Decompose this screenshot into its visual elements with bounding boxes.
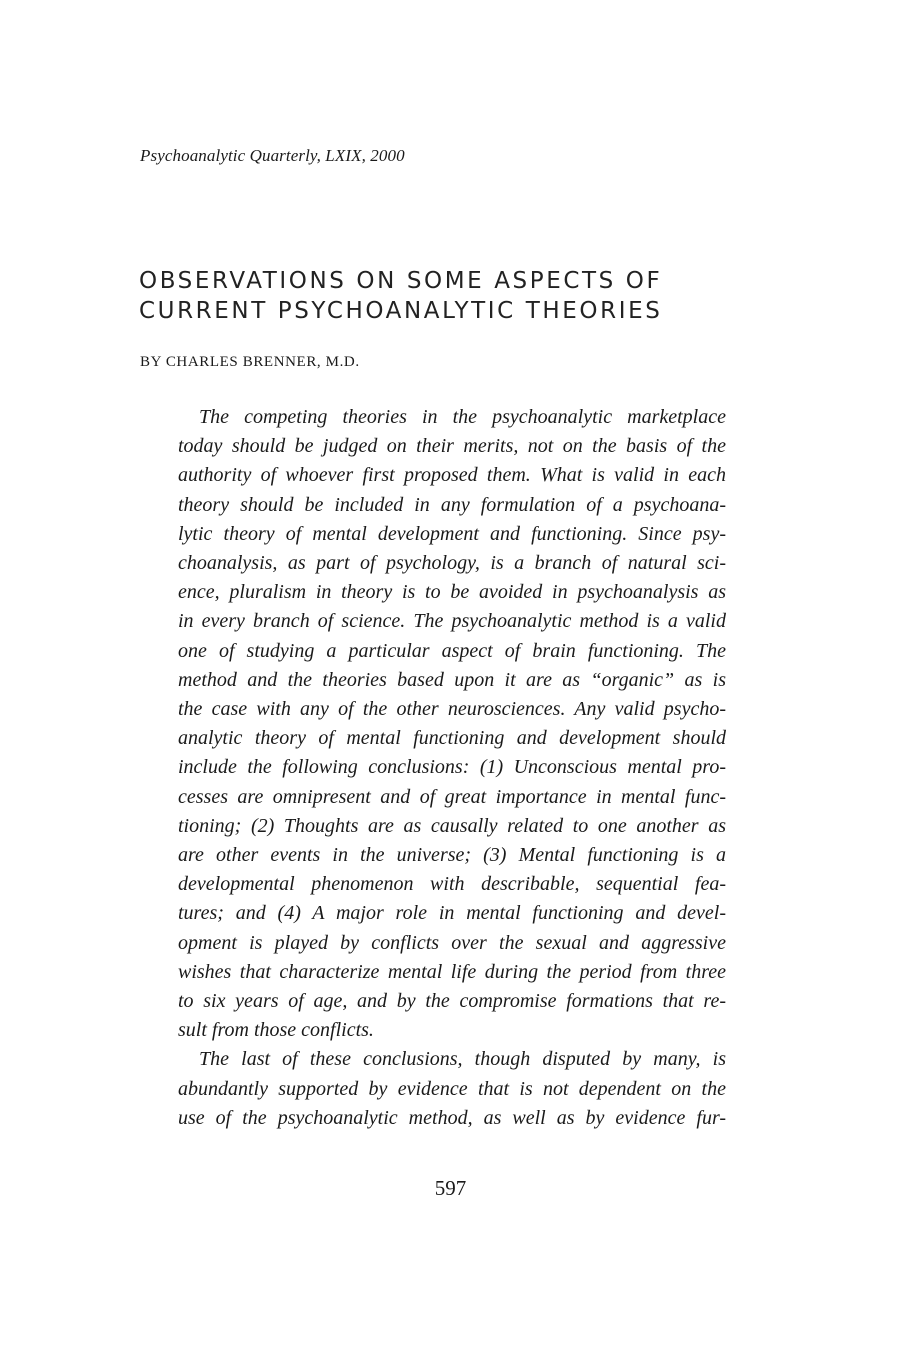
- abstract-line: tures; and (4) A major role in mental functioning and devel-: [178, 902, 726, 925]
- abstract-line: tioning; (2) Thoughts are as causally related to one another as: [178, 814, 726, 837]
- abstract-line: wishes that characterize mental life during the period from three: [178, 960, 726, 983]
- page-number: 597: [434, 1176, 467, 1200]
- article-title: [139, 266, 779, 326]
- abstract-line: theory should be included in any formulation of a psychoana-: [178, 493, 726, 516]
- abstract-line: today should be judged on their merits, not on the basis of the: [178, 435, 726, 458]
- abstract-line: use of the psychoanalytic method, as well as by evidence fur-: [178, 1106, 726, 1129]
- abstract-line: The competing theories in the psychoanalytic marketplace: [199, 406, 726, 428]
- abstract-line: opment is played by conflicts over the sexual and aggressive: [178, 931, 726, 954]
- abstract-line: abundantly supported by evidence that is not dependent on the: [178, 1077, 726, 1100]
- abstract-line: sult from those conflicts.: [178, 1019, 374, 1042]
- abstract-line: The last of these conclusions, though disputed by many, is: [199, 1048, 726, 1071]
- abstract-line: lytic theory of mental development and functioning. Since psy-: [178, 522, 726, 545]
- abstract: [178, 403, 726, 1133]
- journal-citation: Psychoanalytic Quarterly, LXIX, 2000: [140, 146, 405, 165]
- abstract-line: include the following conclusions: (1) Unconscious mental pro-: [178, 756, 726, 779]
- abstract-line: developmental phenomenon with describable, sequential fea-: [178, 873, 726, 896]
- abstract-paragraph-1: [178, 403, 726, 1045]
- abstract-line: the case with any of the other neurosciences. Any valid psycho-: [178, 698, 726, 721]
- abstract-line: in every branch of science. The psychoanalytic method is a valid: [178, 610, 726, 633]
- abstract-line: method and the theories based upon it are as “organic” as is: [178, 668, 726, 691]
- abstract-line: ence, pluralism in theory is to be avoided in psychoanalysis as: [178, 581, 726, 604]
- abstract-line: one of studying a particular aspect of brain functioning. The: [178, 639, 726, 662]
- abstract-line: choanalysis, as part of psychology, is a branch of natural sci-: [178, 552, 726, 575]
- article-title-line: CURRENT PSYCHOANALYTIC THEORIES: [139, 298, 663, 324]
- abstract-line: authority of whoever first proposed them. What is valid in each: [178, 464, 726, 487]
- author-byline: BY CHARLES BRENNER, M.D.: [140, 354, 360, 370]
- article-title-line: OBSERVATIONS ON SOME ASPECTS OF: [139, 268, 663, 294]
- abstract-line: analytic theory of mental functioning and development should: [178, 727, 726, 750]
- abstract-line: cesses are omnipresent and of great importance in mental func-: [178, 785, 726, 808]
- abstract-paragraph-2: [178, 1045, 726, 1133]
- abstract-line: are other events in the universe; (3) Mental functioning is a: [178, 844, 726, 867]
- abstract-line: to six years of age, and by the compromise formations that re-: [178, 990, 726, 1013]
